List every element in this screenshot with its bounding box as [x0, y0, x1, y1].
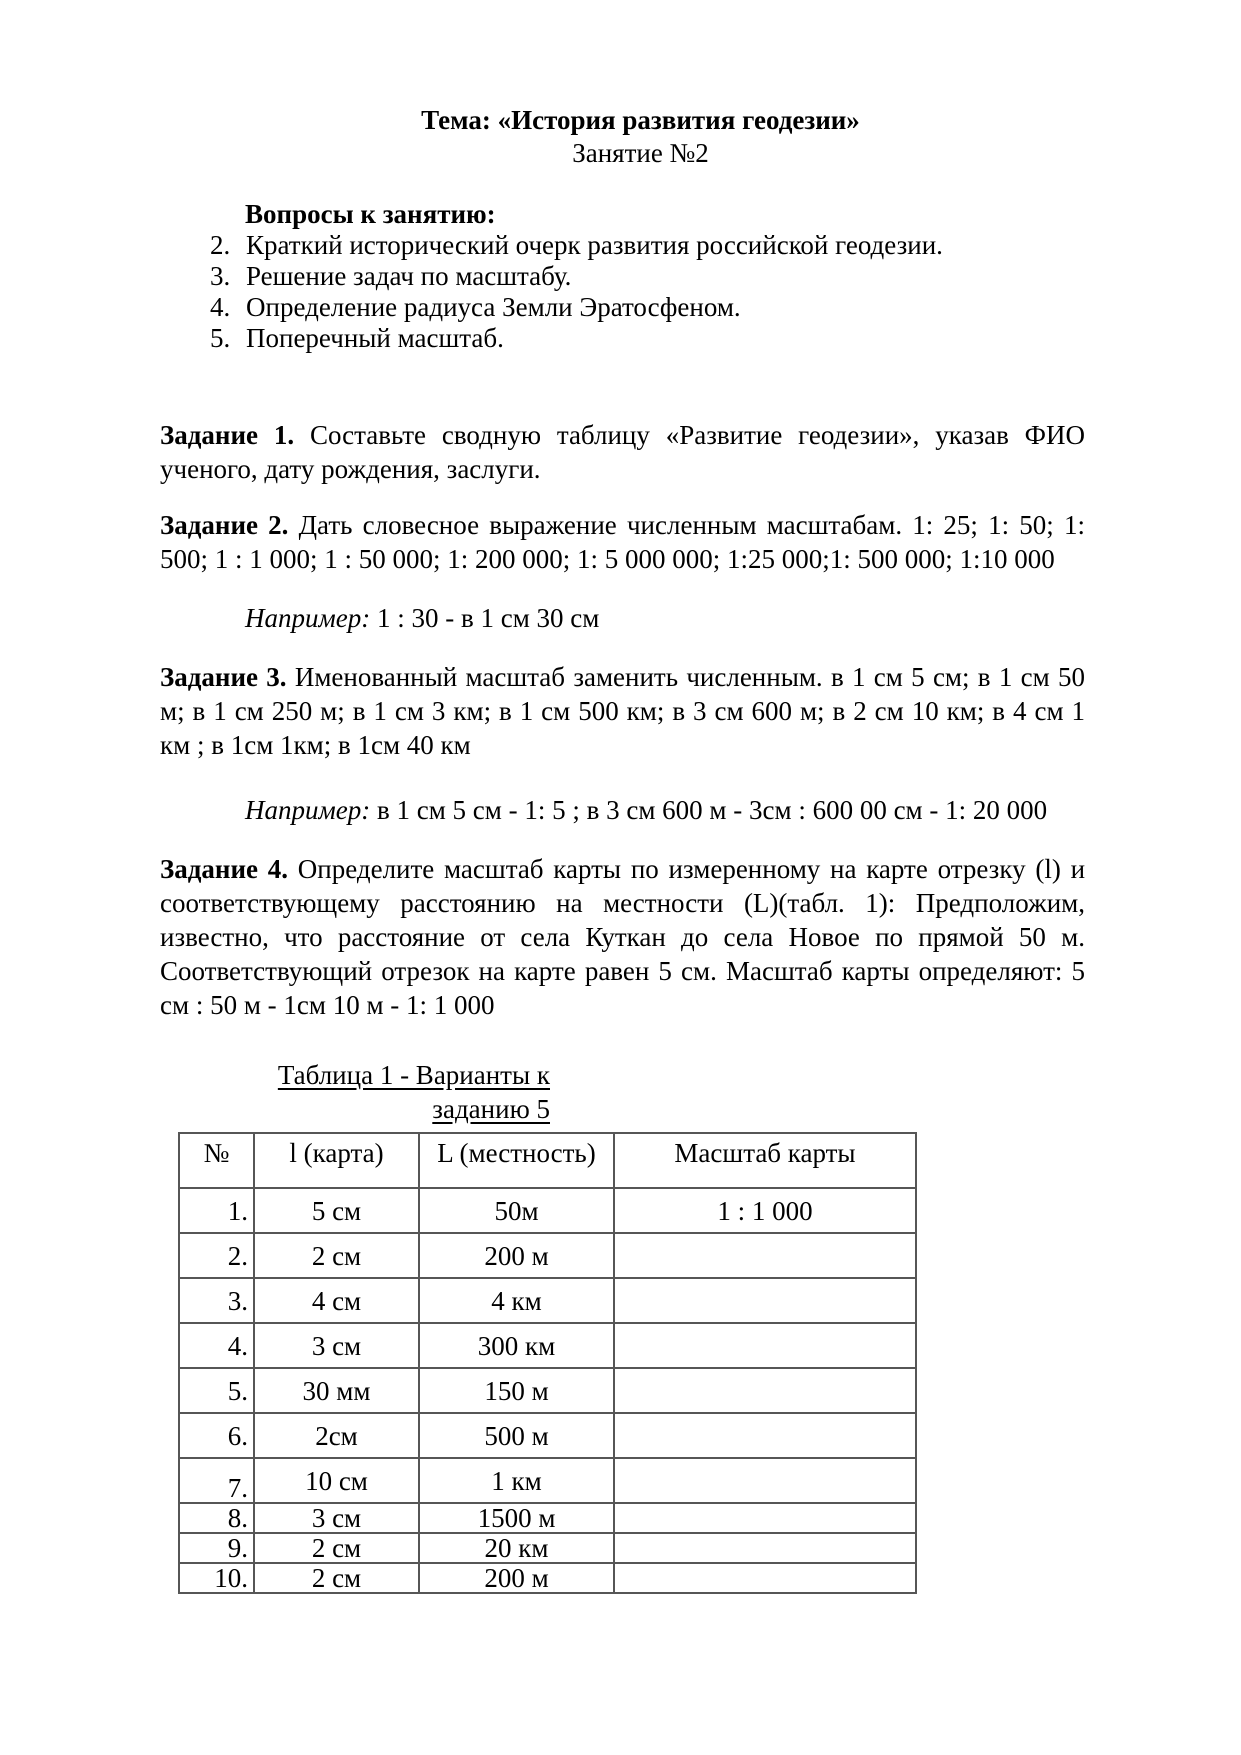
column-header-ground-length: L (местность) [419, 1133, 614, 1188]
task-label: Задание 1. [160, 420, 295, 450]
ground-length-cell: 20 км [419, 1533, 614, 1563]
table-row [179, 1188, 916, 1233]
page-subtitle: Занятие №2 [572, 138, 709, 168]
ground-length-cell: 1500 м [419, 1503, 614, 1533]
table-row [179, 1563, 916, 1593]
ground-length-cell: 150 м [419, 1368, 614, 1413]
example-label: Например: [245, 795, 371, 825]
example-text: 1 : 30 - в 1 см 30 см [376, 603, 600, 633]
map-length-cell: 4 см [254, 1278, 419, 1323]
list-item-text: Определение радиуса Земли Эратосфеном. [246, 292, 741, 322]
ground-length-cell: 200 м [419, 1563, 614, 1593]
table-row [179, 1458, 916, 1503]
row-number-cell: 7. [179, 1458, 254, 1503]
list-item [210, 230, 1085, 261]
table-caption-line1: Таблица 1 - Варианты к [277, 1060, 550, 1090]
map-length-cell: 5 см [254, 1188, 419, 1233]
map-length-cell: 2см [254, 1413, 419, 1458]
questions-section [160, 199, 1085, 354]
list-item [210, 292, 1085, 323]
row-number-cell: 10. [179, 1563, 254, 1593]
ground-length-cell: 200 м [419, 1233, 614, 1278]
table-row [179, 1368, 916, 1413]
questions-heading: Вопросы к занятию: [245, 199, 496, 229]
example-paragraph-2 [160, 793, 1085, 827]
example-label: Например: [245, 603, 371, 633]
map-length-cell: 2 см [254, 1563, 419, 1593]
column-header-map-length: l (карта) [254, 1133, 419, 1188]
table-row [179, 1503, 916, 1533]
table-row [179, 1278, 916, 1323]
list-item-text: Поперечный масштаб. [246, 323, 504, 353]
scale-cell [614, 1368, 916, 1413]
scale-cell [614, 1278, 916, 1323]
map-length-cell: 2 см [254, 1533, 419, 1563]
task-label: Задание 4. [160, 854, 289, 884]
list-item-number: 4. [210, 292, 231, 322]
row-number-cell: 6. [179, 1413, 254, 1458]
task-paragraph-2 [160, 508, 1085, 576]
list-item-text: Решение задач по масштабу. [246, 261, 572, 291]
task-label: Задание 3. [160, 662, 287, 692]
row-number-cell: 5. [179, 1368, 254, 1413]
scale-cell [614, 1563, 916, 1593]
task-label: Задание 2. [160, 510, 289, 540]
example-paragraph-1 [160, 601, 1085, 635]
map-length-cell: 3 см [254, 1503, 419, 1533]
scale-cell [614, 1413, 916, 1458]
task-text: Именованный масштаб заменить численным. в 1 см 5 см; в 1 см 50 м; в 1 см 250 м; в 1 см 3 км; в 1 см 500 км; в 3 см 600 м; в 2 см 10 км; в 4 см 1 км ; в 1см 1км; в 1см 40 км [160, 662, 1085, 760]
example-text: в 1 см 5 см - 1: 5 ; в 3 см 600 м - 3см : 600 00 см - 1: 20 000 [376, 795, 1048, 825]
list-item-number: 5. [210, 323, 231, 353]
column-header-scale: Масштаб карты [614, 1133, 916, 1188]
ground-length-cell: 500 м [419, 1413, 614, 1458]
map-length-cell: 2 см [254, 1233, 419, 1278]
row-number-cell: 4. [179, 1323, 254, 1368]
scale-cell [614, 1458, 916, 1503]
list-item [210, 261, 1085, 292]
ground-length-cell: 1 км [419, 1458, 614, 1503]
table-caption-line2: заданию 5 [432, 1094, 550, 1124]
list-item-number: 2. [210, 230, 231, 260]
scale-cell: 1 : 1 000 [614, 1188, 916, 1233]
task-paragraph-4 [160, 852, 1085, 1022]
variants-table [178, 1132, 917, 1594]
row-number-cell: 8. [179, 1503, 254, 1533]
scale-cell [614, 1323, 916, 1368]
scale-cell [614, 1503, 916, 1533]
list-item [210, 323, 1085, 354]
task-paragraph-1 [160, 418, 1085, 486]
column-header-number: № [179, 1133, 254, 1188]
table-row [179, 1233, 916, 1278]
scale-cell [614, 1533, 916, 1563]
page-title: Тема: «История развития геодезии» [421, 105, 860, 135]
map-length-cell: 10 см [254, 1458, 419, 1503]
ground-length-cell: 50м [419, 1188, 614, 1233]
table-row [179, 1413, 916, 1458]
table-header-row [179, 1133, 916, 1188]
table-row [179, 1323, 916, 1368]
row-number-cell: 9. [179, 1533, 254, 1563]
task-text: Дать словесное выражение численным масштабам. 1: 25; 1: 50; 1: 500; 1 : 1 000; 1 : 50 000; 1: 200 000; 1: 5 000 000; 1:25 000;1: 500 000; 1:10 000 [160, 510, 1085, 574]
list-item-number: 3. [210, 261, 231, 291]
task-paragraph-3 [160, 660, 1085, 762]
map-length-cell: 30 мм [254, 1368, 419, 1413]
row-number-cell: 3. [179, 1278, 254, 1323]
task-text: Составьте сводную таблицу «Развитие геодезии», указав ФИО ученого, дату рождения, заслуги. [160, 420, 1086, 484]
table-caption [160, 1058, 550, 1126]
row-number-cell: 2. [179, 1233, 254, 1278]
scale-cell [614, 1233, 916, 1278]
ground-length-cell: 4 км [419, 1278, 614, 1323]
row-number-cell: 1. [179, 1188, 254, 1233]
ground-length-cell: 300 км [419, 1323, 614, 1368]
list-item-text: Краткий исторический очерк развития российской геодезии. [246, 230, 943, 260]
table-row [179, 1533, 916, 1563]
map-length-cell: 3 см [254, 1323, 419, 1368]
task-text: Определите масштаб карты по измеренному на карте отрезку (l) и соответствующему расстоянию на местности (L)(табл. 1): Предположим, известно, что расстояние от села Куткан до села Новое по прямой 50 м. Соответствующий отрезок на карте равен 5 см. Масштаб карты определяют: 5 см : 50 м - 1см 10 м - 1: 1 000 [160, 854, 1086, 1020]
